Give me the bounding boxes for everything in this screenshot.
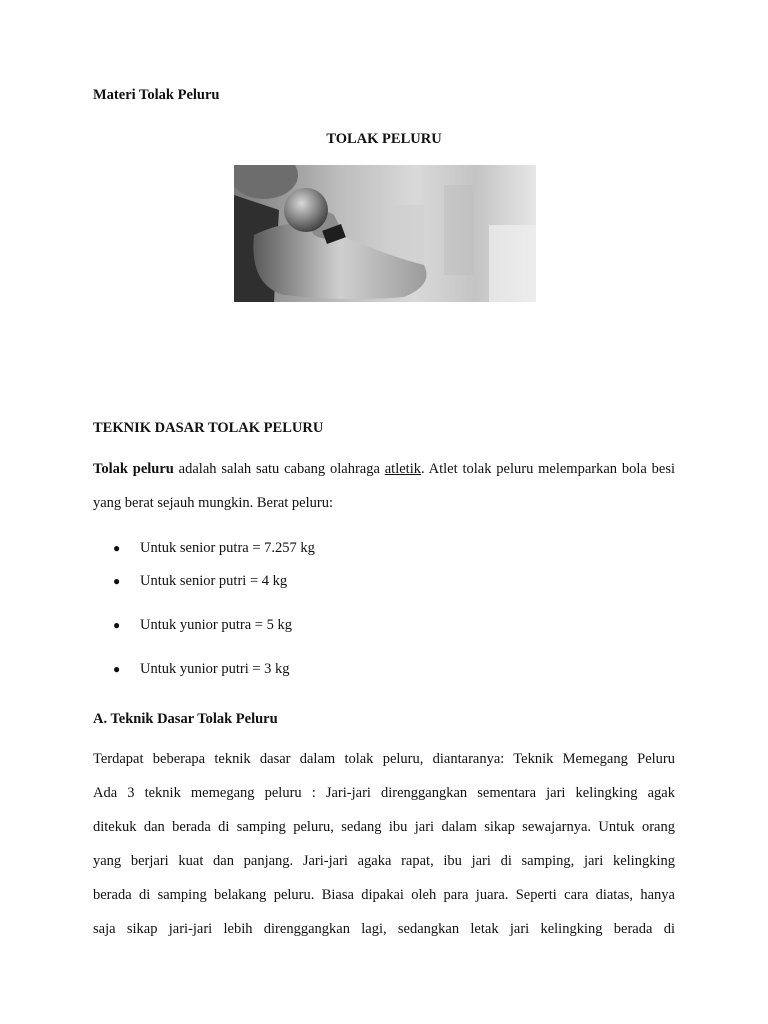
body-line: ditekuk dan berada di samping peluru, sedang ibu jari dalam sikap sewajarnya. Untuk orang [93,819,675,835]
intro-bold-term: Tolak peluru [93,461,174,477]
bullet-icon: ● [113,541,121,555]
body-line: Terdapat beberapa teknik dasar dalam tolak peluru, diantaranya: Teknik Memegang Peluru [93,751,675,767]
section-heading: TEKNIK DASAR TOLAK PELURU [93,420,324,436]
bullet-icon: ● [113,574,121,588]
list-item [113,617,292,634]
intro-text-before-link: adalah salah satu cabang olahraga [173,461,385,477]
list-item-text: Untuk yunior putra = 5 kg [140,617,292,633]
list-item [113,573,287,590]
shot-put-photo [234,165,536,302]
atletik-link[interactable]: atletik [384,461,421,477]
page-heading: TOLAK PELURU [326,131,442,147]
bullet-icon: ● [113,618,121,632]
body-line: saja sikap jari-jari lebih direnggangkan lagi, sedangkan letak jari kelingking berada di [93,921,675,937]
sub-heading: A. Teknik Dasar Tolak Peluru [93,711,278,727]
intro-paragraph [93,452,675,520]
list-item-text: Untuk senior putra = 7.257 kg [140,540,315,556]
body-paragraph [93,742,675,946]
body-line: berada di samping belakang peluru. Biasa dipakai oleh para juara. Seperti cara diatas, hanya [93,887,675,903]
document-title: Materi Tolak Peluru [93,87,220,103]
intro-text-after-link: . Atlet tolak peluru melemparkan bola besi yang berat sejauh mungkin. Berat peluru: [93,461,676,511]
bullet-icon: ● [113,662,121,676]
list-item-text: Untuk yunior putri = 3 kg [140,661,290,677]
list-item [113,661,290,678]
list-item-text: Untuk senior putri = 4 kg [140,573,288,589]
body-line: Ada 3 teknik memegang peluru : Jari-jari direnggangkan sementara jari kelingking agak [93,785,675,801]
body-line: yang berjari kuat dan panjang. Jari-jari agaka rapat, ibu jari di samping, jari kelingking [93,853,675,869]
list-item [113,540,315,557]
